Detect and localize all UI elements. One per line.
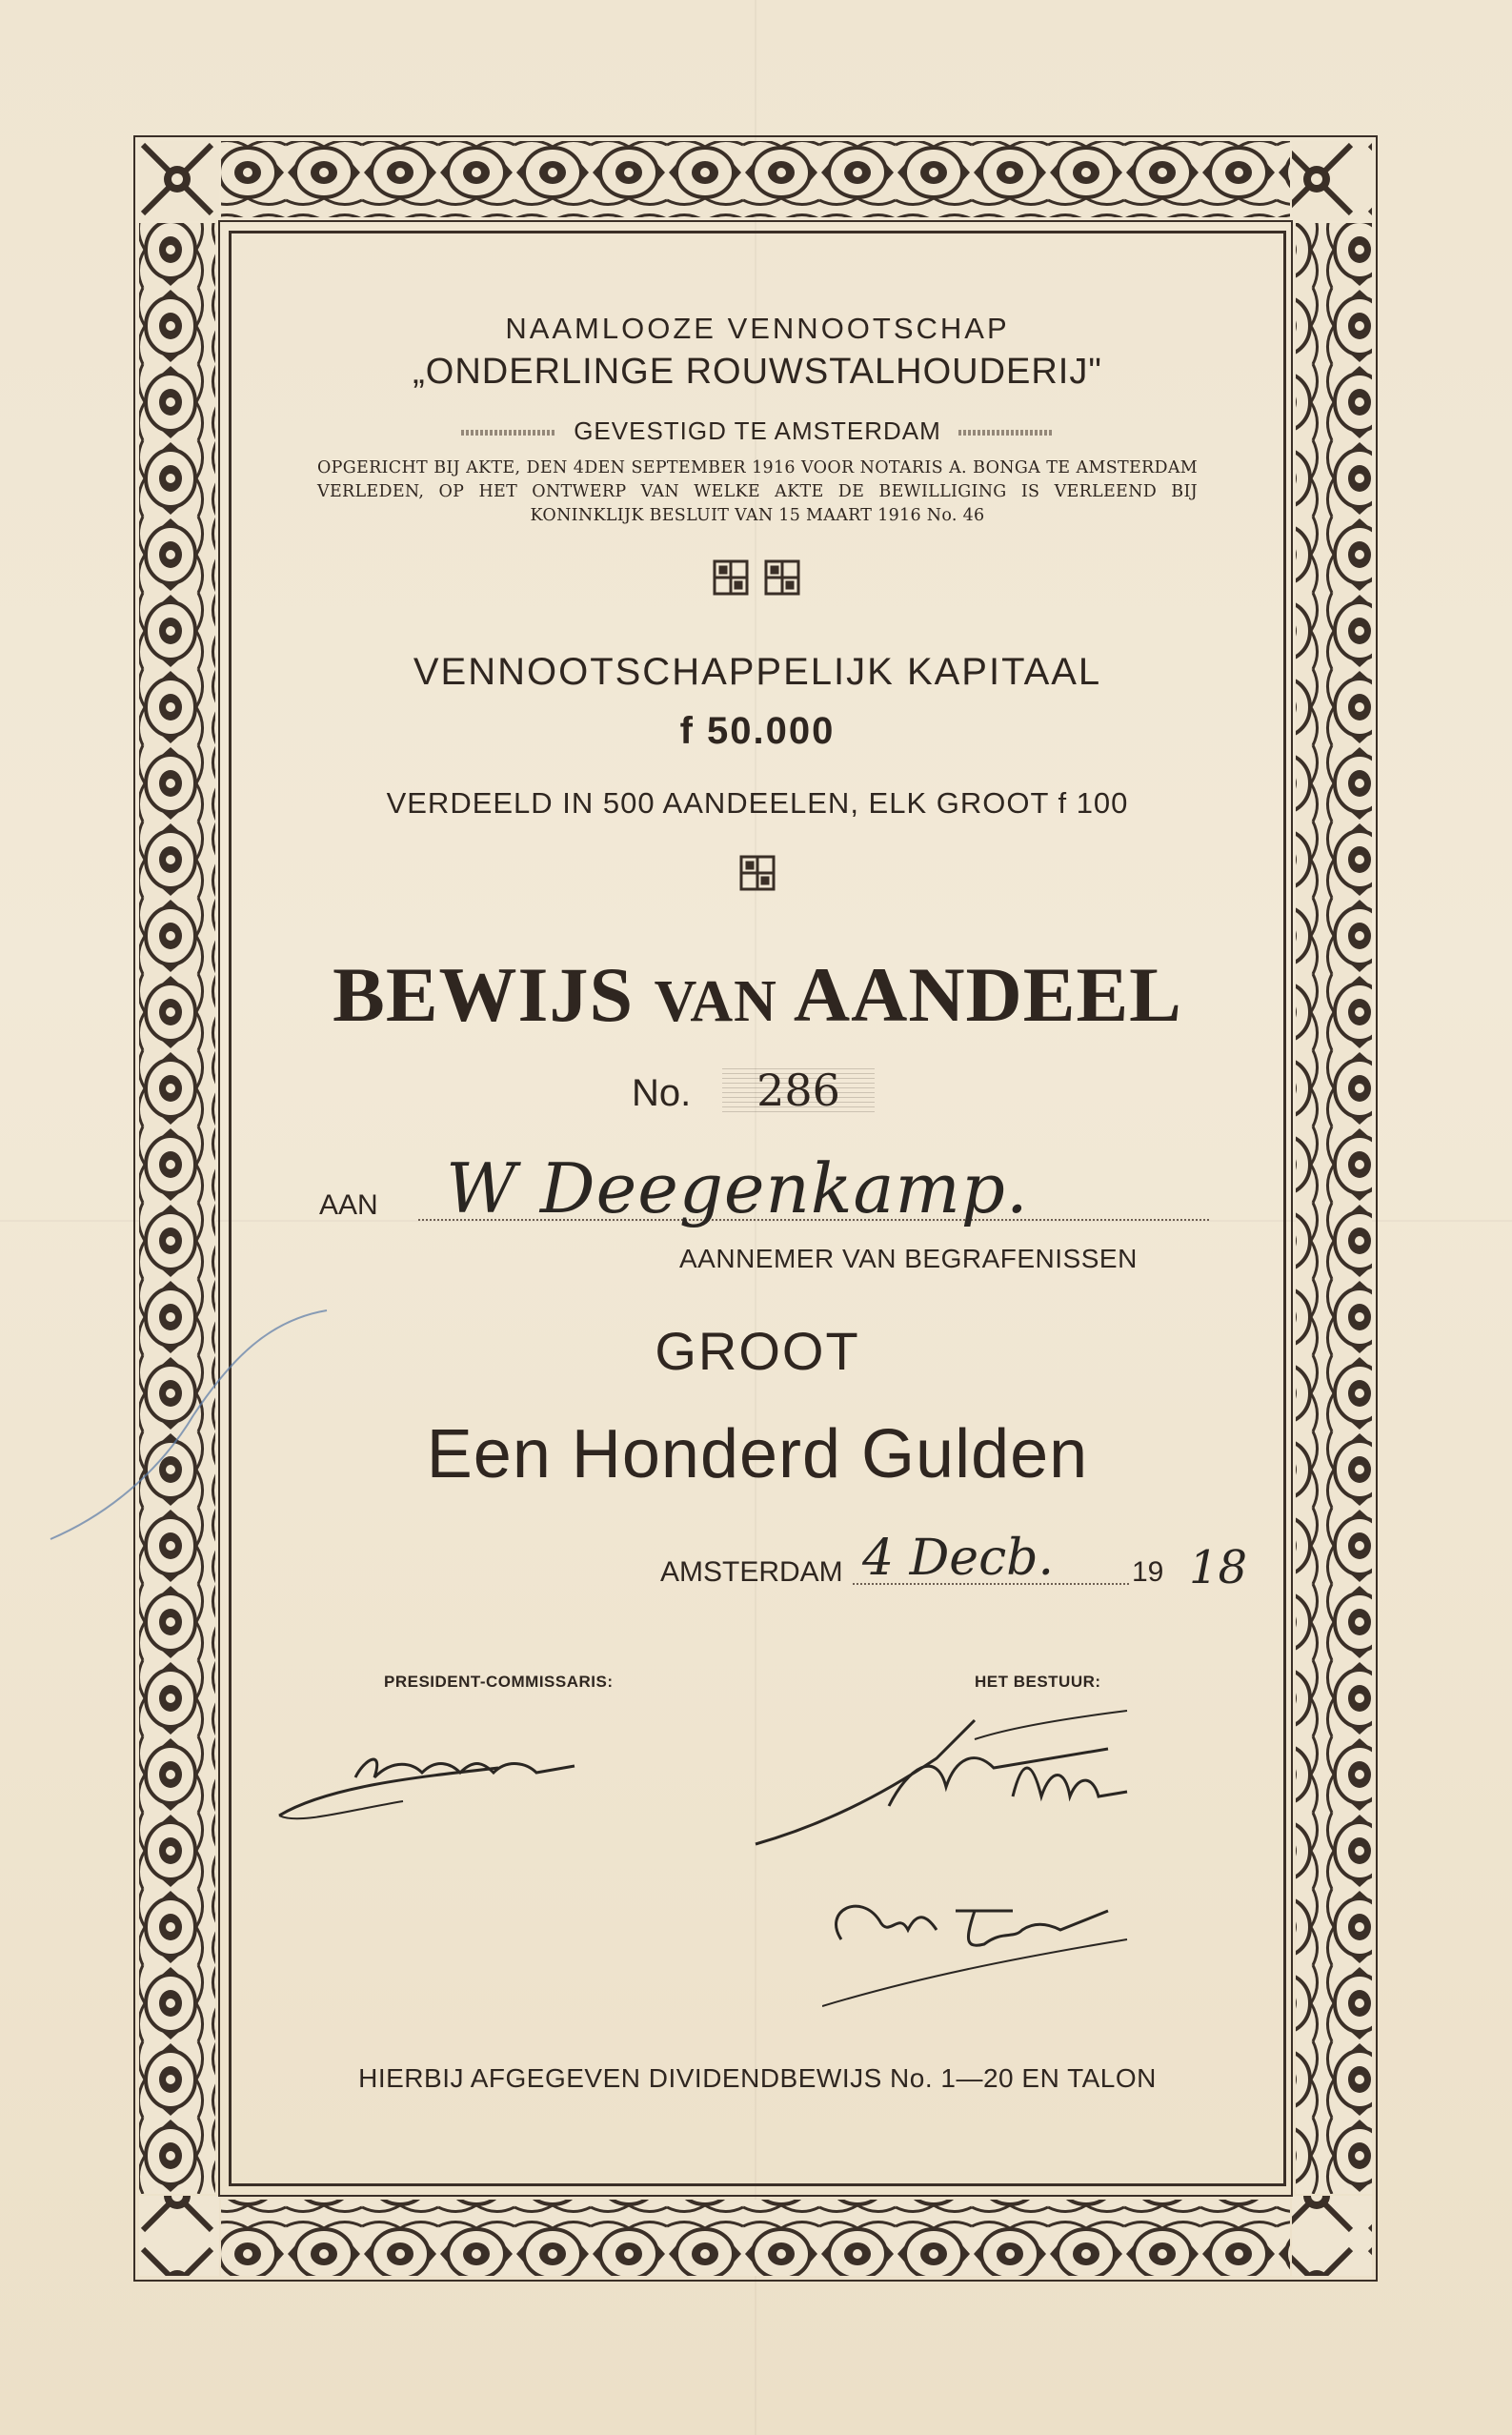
- holder-name-handwritten: W Deegenkamp.: [446, 1148, 1029, 1228]
- value-amount: Een Honderd Gulden: [426, 1416, 1089, 1492]
- title-bewijs: BEWIJS: [333, 951, 635, 1038]
- value-label: GROOT: [655, 1321, 860, 1381]
- company-name: „ONDERLINGE ROUWSTALHOUDERIJ": [413, 352, 1102, 392]
- company-seat: GEVESTIGD TE AMSTERDAM: [574, 416, 941, 445]
- title-van: VAN: [654, 969, 777, 1034]
- company-seat-line: [232, 416, 1283, 446]
- signature-board-2: [822, 1873, 1165, 2025]
- signature-board-1: [746, 1692, 1146, 1882]
- holder-label: AAN: [319, 1189, 378, 1221]
- year-prefix: 19: [1132, 1556, 1164, 1588]
- date-handwritten: 4 Decb.: [862, 1530, 1055, 1587]
- faint-stamp-mark: [534, 1958, 542, 1980]
- president-label: PRESIDENT-COMMISSARIS:: [384, 1673, 614, 1691]
- dash-ornament-right: [958, 430, 1054, 436]
- footer-text: HIERBIJ AFGEGEVEN DIVIDENDBEWIJS No. 1—20 EN TALON: [358, 2063, 1157, 2093]
- title-aandeel: AANDEEL: [793, 951, 1182, 1038]
- certificate-title: [232, 950, 1283, 1040]
- number-label: No.: [632, 1072, 692, 1114]
- ornament-icon-double: [713, 559, 802, 598]
- place-label: AMSTERDAM: [660, 1556, 843, 1588]
- founding-text: OPGERICHT BIJ AKTE, DEN 4DEN SEPTEMBER 1916 VOOR NOTARIS A. BONGA TE AMSTERDAM VERLEDEN, OP HET ONTWERP VAN WELKE AKTE DE BEWILLIGING IS VERLEEND BIJ KONINKLIJK BESLUIT VAN 15 MAART 1916 No. 46: [317, 458, 1198, 525]
- capital-amount: f 50.000: [679, 710, 836, 752]
- dash-ornament-left: [461, 430, 556, 436]
- year-handwritten: 18: [1189, 1541, 1248, 1594]
- capital-label: VENNOOTSCHAPPELIJK KAPITAAL: [413, 651, 1102, 693]
- certificate-content: [232, 233, 1283, 2183]
- capital-division: VERDEELD IN 500 AANDEELEN, ELK GROOT f 100: [386, 786, 1129, 820]
- ornament-icon-single: [739, 855, 776, 891]
- holder-profession: AANNEMER VAN BEGRAFENISSEN: [679, 1244, 1138, 1273]
- signature-president: [270, 1720, 651, 1835]
- share-number: 286: [722, 1065, 875, 1116]
- company-form: NAAMLOOZE VENNOOTSCHAP: [505, 312, 1010, 345]
- board-label: HET BESTUUR:: [975, 1673, 1101, 1691]
